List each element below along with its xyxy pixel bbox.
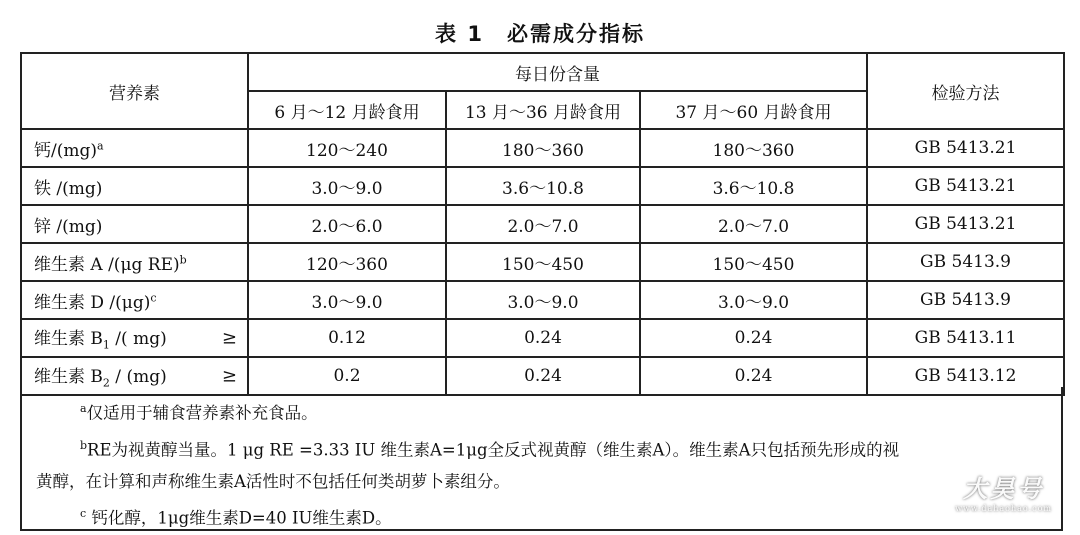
test-method: GB 5413.21 xyxy=(867,167,1064,205)
geq-symbol: ≥ xyxy=(221,365,237,387)
nutrient-name: 维生素 D /(μg) xyxy=(34,292,151,313)
value-13-36m: 0.24 xyxy=(446,319,640,357)
value-6-12m: 3.0～9.0 xyxy=(248,167,446,205)
table-row xyxy=(21,243,1064,281)
nutrient-unit: /( mg) xyxy=(109,329,167,350)
value-37-60m: 180～360 xyxy=(640,129,867,167)
value-13-36m: 150～450 xyxy=(446,243,640,281)
header-test-method: 检验方法 xyxy=(867,53,1064,129)
value-13-36m: 3.6～10.8 xyxy=(446,167,640,205)
value-6-12m: 3.0～9.0 xyxy=(248,281,446,319)
nutrient-name: 维生素 B xyxy=(34,329,103,350)
value-13-36m: 2.0～7.0 xyxy=(446,205,640,243)
footnotes xyxy=(20,387,1063,531)
nutrient-name: 维生素 A /(μg RE) xyxy=(34,254,180,275)
header-age-group: 13 月～36 月龄食用 xyxy=(446,91,640,129)
header-row-1 xyxy=(21,53,1064,91)
value-37-60m: 150～450 xyxy=(640,243,867,281)
value-6-12m: 0.12 xyxy=(248,319,446,357)
value-37-60m: 2.0～7.0 xyxy=(640,205,867,243)
value-6-12m: 120～240 xyxy=(248,129,446,167)
nutrient-name-cell xyxy=(21,129,248,167)
header-daily-content: 每日份含量 xyxy=(248,53,867,91)
value-6-12m: 0.2 xyxy=(248,357,446,395)
table-title: 表 1 必需成分指标 xyxy=(435,22,645,46)
value-37-60m: 3.6～10.8 xyxy=(640,167,867,205)
nutrient-name: 维生素 B xyxy=(34,367,103,388)
header-nutrient: 营养素 xyxy=(21,53,248,129)
table-row xyxy=(21,205,1064,243)
geq-symbol: ≥ xyxy=(221,327,237,349)
nutrient-name: 锌 /(mg) xyxy=(34,216,103,237)
table-row xyxy=(21,167,1064,205)
test-method: GB 5413.9 xyxy=(867,281,1064,319)
footnote-marker: b xyxy=(179,252,187,266)
footnote-b-continued: 黄醇，在计算和声称维生素A活性时不包括任何类胡萝卜素组分。 xyxy=(36,472,510,491)
test-method: GB 5413.11 xyxy=(867,319,1064,357)
test-method: GB 5413.21 xyxy=(867,129,1064,167)
table-row xyxy=(21,129,1064,167)
footnote-marker: a xyxy=(97,138,104,152)
header-age-group: 37 月～60 月龄食用 xyxy=(640,91,867,129)
value-13-36m: 0.24 xyxy=(446,357,640,395)
nutrient-name-cell xyxy=(21,243,248,281)
nutrient-name: 钙/(mg) xyxy=(34,140,97,161)
value-37-60m: 0.24 xyxy=(640,319,867,357)
value-37-60m: 3.0～9.0 xyxy=(640,281,867,319)
table-row xyxy=(21,319,1064,357)
test-method: GB 5413.9 xyxy=(867,243,1064,281)
nutrient-name-cell xyxy=(21,281,248,319)
value-13-36m: 180～360 xyxy=(446,129,640,167)
nutrient-name-cell xyxy=(21,205,248,243)
nutrient-unit: / (mg) xyxy=(109,367,167,388)
test-method: GB 5413.21 xyxy=(867,205,1064,243)
value-37-60m: 0.24 xyxy=(640,357,867,395)
table-row xyxy=(21,281,1064,319)
footnote-b: $^b$RE为视黄醇当量。1 μg RE =3.33 IU 维生素A=1μg全反式视黄醇（维生素A）。维生素A只包括预先形成的视 xyxy=(80,438,900,459)
watermark-logo: 大昊号 www.dahaohao.com xyxy=(955,474,1052,513)
nutrient-subscript: 2 xyxy=(102,376,110,390)
value-6-12m: 2.0～6.0 xyxy=(248,205,446,243)
nutrient-name-cell xyxy=(21,167,248,205)
nutrient-name: 铁 /(mg) xyxy=(34,178,103,199)
header-age-group: 6 月～12 月龄食用 xyxy=(248,91,446,129)
nutrient-name-cell xyxy=(21,319,248,357)
footnote-a: $^a$仅适用于辅食营养素补充食品。 xyxy=(80,402,318,423)
value-13-36m: 3.0～9.0 xyxy=(446,281,640,319)
nutrient-spec-table xyxy=(20,52,1065,396)
test-method: GB 5413.12 xyxy=(867,357,1064,395)
nutrient-subscript: 1 xyxy=(102,338,110,352)
footnote-marker: c xyxy=(150,290,157,304)
footnote-c: $^c$ 钙化醇，1μg维生素D=40 IU维生素D。 xyxy=(80,507,392,528)
value-6-12m: 120～360 xyxy=(248,243,446,281)
